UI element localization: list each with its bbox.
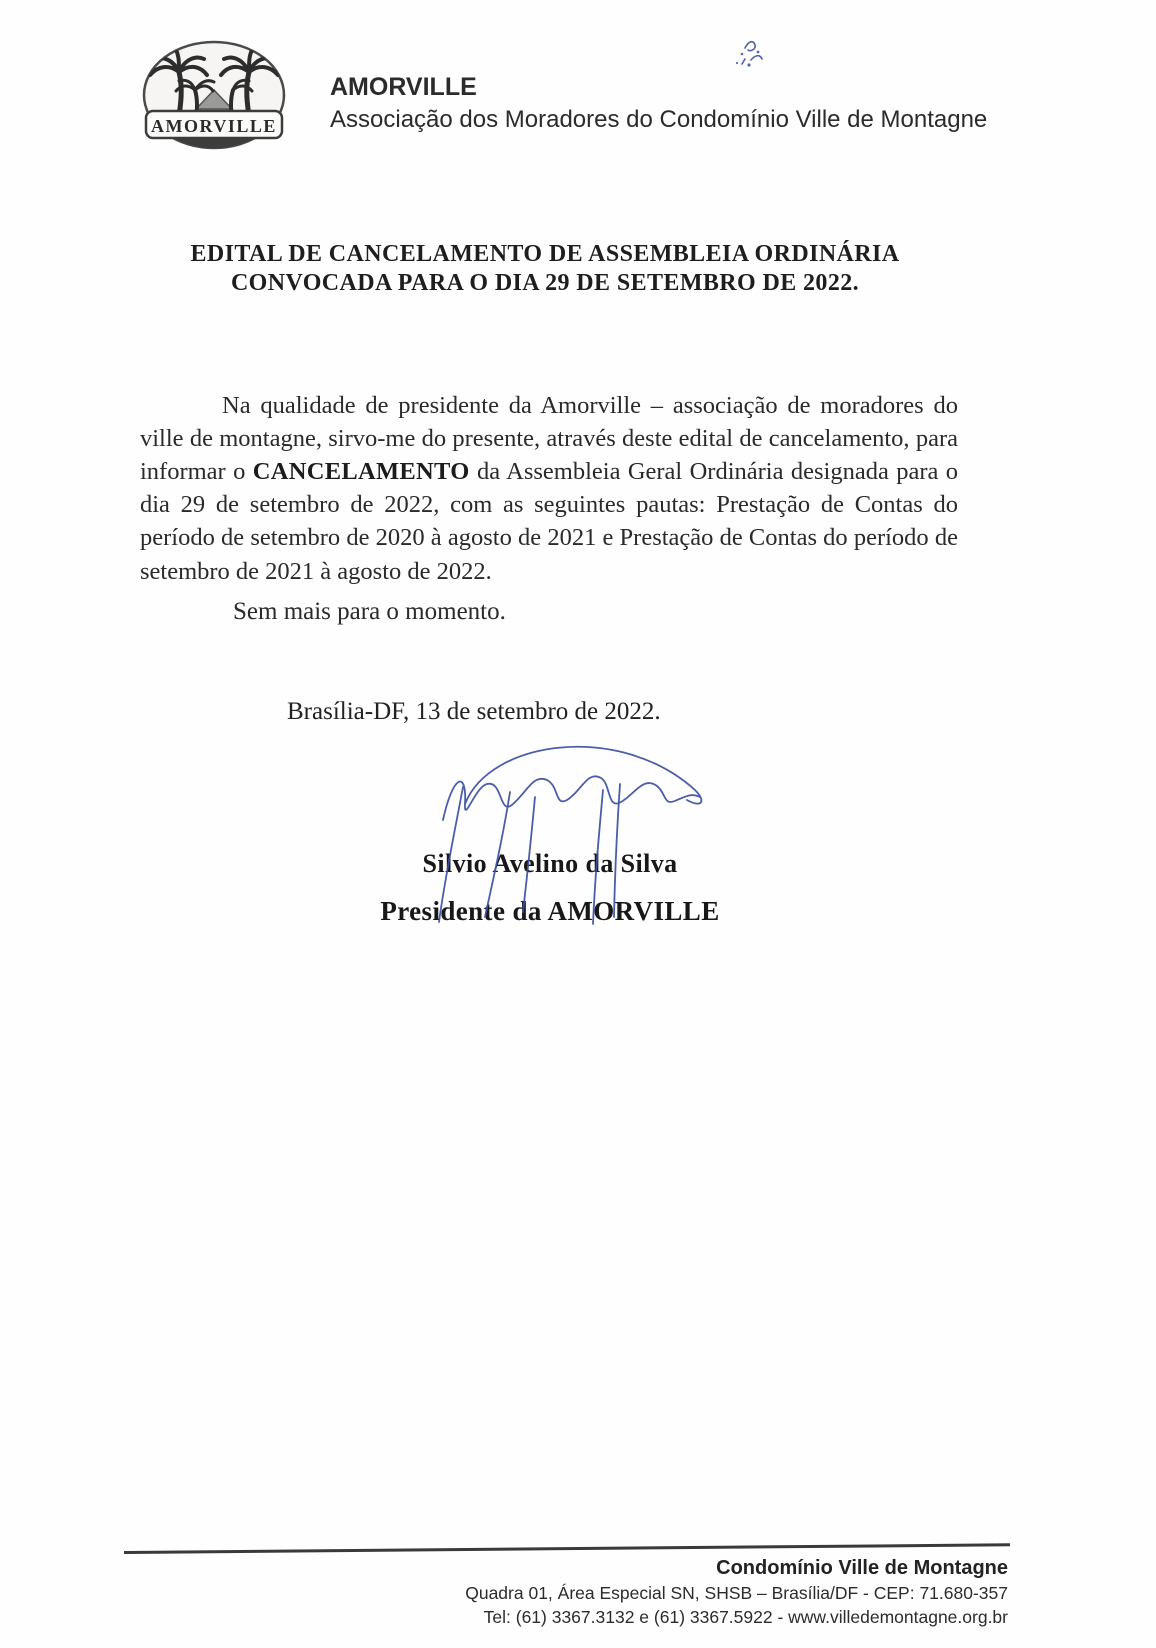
body-text: Na qualidade de presidente da Amorville – associação de moradores do ville de montagne, sirvo-me do presente, através deste edital de cancelamento, para informar o xyxy=(140,391,958,485)
body-text: da Assembleia Geral Ordinária designada para o dia 29 de setembro de 2022, com as seguintes pautas: Prestação de Contas do período de setembro de 2020 à agosto de 2021 e Prestação de Contas do período de setembro de 2021 à agosto de 2022. xyxy=(140,457,959,585)
logo-banner-text: AMORVILLE xyxy=(151,116,277,136)
footer-contact: Tel: (61) 3367.3132 e (61) 3367.5922 - www.villedemontagne.org.br xyxy=(483,1607,1008,1627)
document-title xyxy=(80,240,1010,298)
letterhead xyxy=(330,72,990,136)
pen-mark-icon xyxy=(718,28,770,74)
cancelamento-emphasis: CANCELAMENTO xyxy=(252,457,470,485)
signer-role: Presidente da AMORVILLE xyxy=(380,896,720,926)
org-name: AMORVILLE xyxy=(330,73,477,101)
date-line: Brasília-DF, 13 de setembro de 2022. xyxy=(287,698,661,725)
amorville-logo xyxy=(140,38,288,158)
org-subtitle: Associação dos Moradores do Condomínio Ville de Montagne xyxy=(330,106,988,133)
closing-line: Sem mais para o momento. xyxy=(233,598,506,625)
footer-address: Quadra 01, Área Especial SN, SHSB – Brasília/DF - CEP: 71.680-357 xyxy=(465,1583,1008,1603)
signature-ink xyxy=(415,712,725,937)
footer xyxy=(300,1556,1008,1628)
footer-divider xyxy=(124,1543,1010,1553)
footer-org-name: Condomínio Ville de Montagne xyxy=(716,1557,1008,1579)
document-title-line2: CONVOCADA PARA O DIA 29 DE SETEMBRO DE 2022. xyxy=(230,270,860,296)
body-paragraph xyxy=(140,389,958,588)
document-title-line1: EDITAL DE CANCELAMENTO DE ASSEMBLEIA ORDINÁRIA xyxy=(190,241,900,267)
signer-name: Silvio Avelino da Silva xyxy=(422,849,678,878)
